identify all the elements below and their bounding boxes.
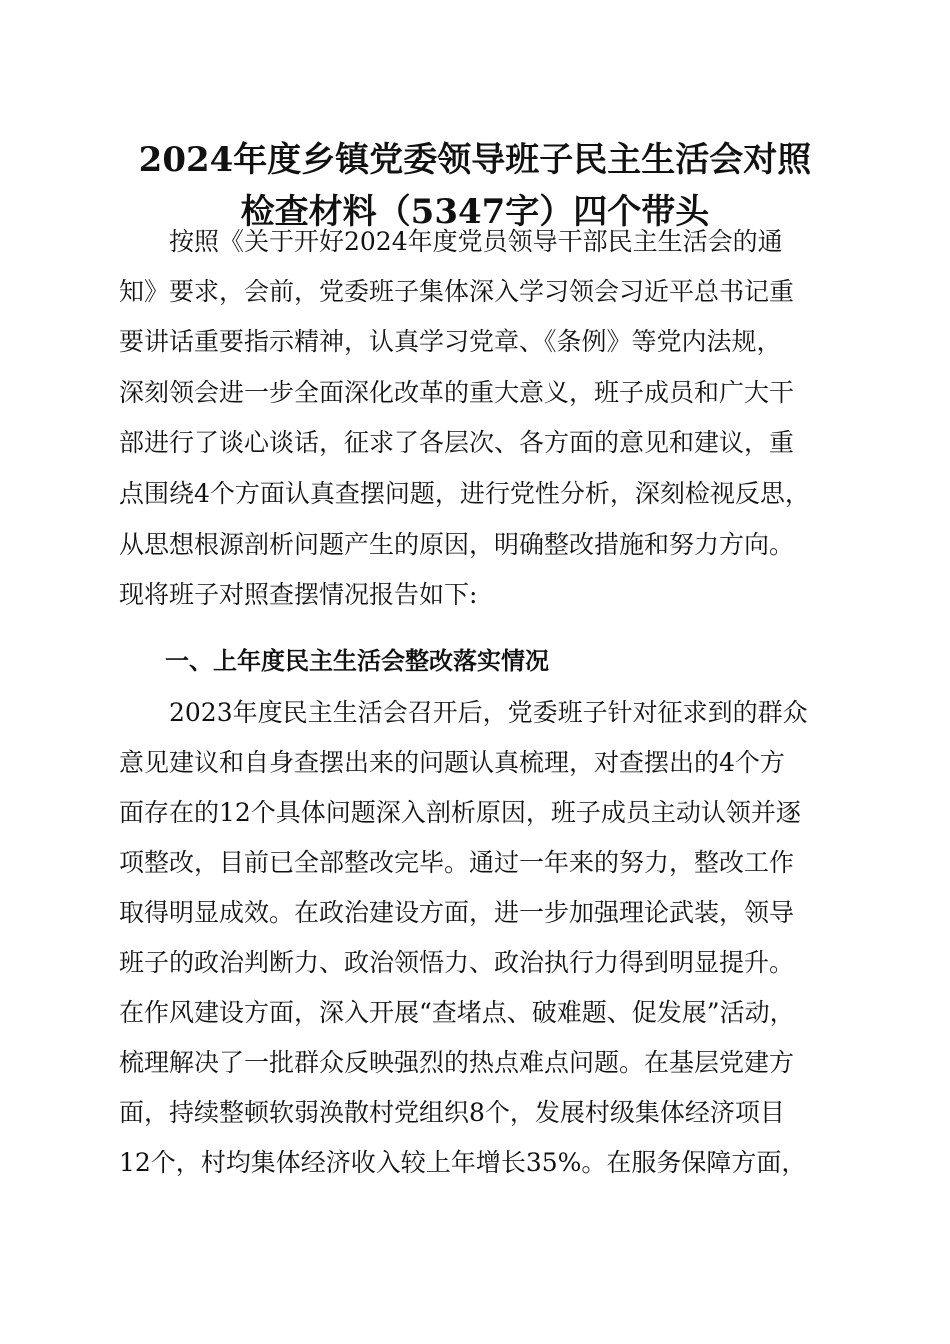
intro-paragraph-line: 部进行了谈心谈话，征求了各层次、各方面的意见和建议，重 — [119, 428, 795, 457]
intro-paragraph-line: 从思想根源剖析问题产生的原因，明确整改措施和努力方向。 — [119, 530, 795, 559]
section-paragraph-line: 项整改，目前已全部整改完毕。通过一年来的努力，整改工作 — [119, 848, 795, 877]
intro-paragraph-line: 知》要求，会前，党委班子集体深入学习领会习近平总书记重 — [119, 277, 795, 306]
section-paragraph-line: 取得明显成效。在政治建设方面，进一步加强理论武装，领导 — [119, 898, 795, 927]
section-paragraph-line: 梳理解决了一批群众反映强烈的热点难点问题。在基层党建方 — [119, 1048, 795, 1077]
intro-paragraph-line: 要讲话重要指示精神，认真学习党章、《条例》等党内法规， — [119, 327, 782, 356]
intro-paragraph-line: 现将班子对照查摆情况报告如下: — [119, 580, 478, 609]
section-paragraph-line: 12个，村均集体经济收入较上年增长35%。在服务保障方面， — [119, 1148, 807, 1177]
section-paragraph-line: 面，持续整顿软弱涣散村党组织8个，发展村级集体经济项目 — [119, 1098, 785, 1127]
document-title-line-2: 检查材料（5347字）四个带头 — [240, 192, 710, 232]
section-paragraph-line: 在作风建设方面，深入开展“查堵点、破难题、促发展”活动， — [119, 998, 795, 1027]
intro-paragraph-line: 按照《关于开好2024年度党员领导干部民主生活会的通 — [169, 227, 783, 256]
document-title-line-1: 2024年度乡镇党委领导班子民主生活会对照 — [138, 140, 812, 180]
section-paragraph-line: 2023年度民主生活会召开后，党委班子针对征求到的群众 — [169, 698, 808, 727]
section-heading: 一、上年度民主生活会整改落实情况 — [165, 647, 549, 675]
section-paragraph-line: 意见建议和自身查摆出来的问题认真梳理，对查摆出的4个方 — [119, 748, 785, 777]
section-paragraph-line: 班子的政治判断力、政治领悟力、政治执行力得到明显提升。 — [119, 948, 795, 977]
intro-paragraph-line: 深刻领会进一步全面深化改革的重大意义，班子成员和广大干 — [119, 378, 795, 407]
intro-paragraph-line: 点围绕4个方面认真查摆问题，进行党性分析，深刻检视反思， — [119, 479, 810, 508]
section-paragraph-line: 面存在的12个具体问题深入剖析原因，班子成员主动认领并逐 — [119, 798, 801, 827]
